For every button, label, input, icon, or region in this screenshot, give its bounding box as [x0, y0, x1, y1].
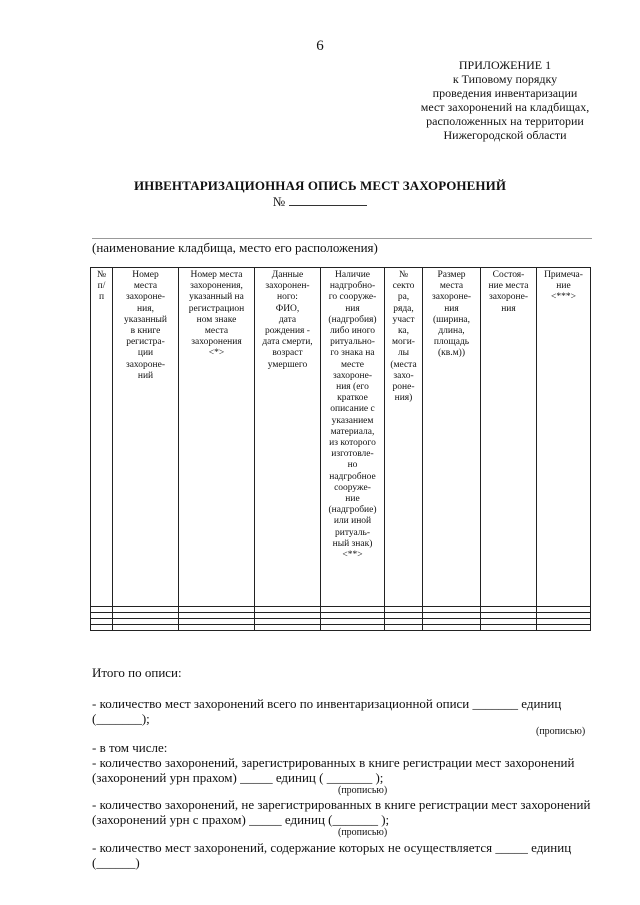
header-book-number: Номер места захороне- ния, указанный в книге регистра- ции захороне- ний — [123, 270, 168, 381]
document-number — [0, 193, 640, 210]
appendix-block — [400, 58, 610, 142]
totals-line: - количество мест захоронений, содержание которых не осуществляется _____ единиц — [92, 840, 572, 855]
page-number: 6 — [316, 38, 324, 54]
appendix-line: Нижегородской области — [443, 128, 567, 142]
totals-line: - количество мест захоронений всего по инвентаризационной описи _______ единиц — [92, 696, 562, 711]
header-cell — [385, 268, 423, 607]
header-size: Размер места захороне- ния (ширина, длина, площадь (кв.м)) — [431, 270, 472, 359]
header-sign-number: Номер места захоронения, указанный на регистрацион ном знаке места захоронения <*> — [188, 270, 245, 359]
totals-including: - в том числе: — [92, 740, 168, 755]
totals-line: (_______); — [92, 711, 150, 726]
appendix-line: расположенных на территории — [426, 114, 584, 128]
header-condition: Состоя- ние места захороне- ния — [488, 270, 529, 314]
header-cell — [321, 268, 385, 607]
header-cell — [113, 268, 179, 607]
header-deceased-data: Данные захоронен- ного: ФИО, дата рождения - дата смерти, возраст умершего — [262, 270, 313, 370]
header-sector: № секто ра, ряда, участ ка, моги- лы (места захо- роне- ния) — [390, 270, 417, 404]
propisyu-caption: (прописью) — [536, 726, 586, 737]
cemetery-name-line — [92, 238, 592, 239]
table-header-row — [91, 268, 591, 607]
totals-line: - количество захоронений, зарегистрированных в книге регистрации мест захоронений — [92, 755, 575, 770]
header-note: Примеча- ние <***> — [544, 270, 583, 303]
header-cell — [481, 268, 537, 607]
inventory-table — [90, 267, 591, 631]
table-row — [91, 625, 591, 631]
appendix-line: мест захоронений на кладбищах, — [420, 100, 590, 114]
header-cell — [537, 268, 591, 607]
appendix-line: ПРИЛОЖЕНИЕ 1 — [458, 58, 552, 72]
propisyu-caption: (прописью) — [338, 785, 388, 796]
totals-line: (______) — [92, 855, 140, 870]
appendix-line: к Типовому порядку — [452, 72, 558, 86]
header-cell — [423, 268, 481, 607]
header-cell — [179, 268, 255, 607]
header-number: № п/ п — [96, 270, 107, 303]
header-monument: Наличие надгробно- го сооруже- ния (надгробия) либо иного ритуально- го знака на месте захороне- ния (его краткое описание с указанием материала, из которого изготовле- но надгробное сооруже- ние (надгробие) или иной ритуаль- ный знак) <**> — [328, 270, 377, 561]
totals-line: - количество захоронений, не зарегистрированных в книге регистрации мест захоронений — [92, 797, 591, 812]
totals-line: (захоронений урн с прахом) _____ единиц (_______ ); — [92, 812, 390, 827]
totals-heading: Итого по описи: — [92, 665, 182, 680]
propisyu-caption: (прописью) — [338, 827, 388, 838]
number-blank — [289, 193, 367, 206]
totals-line: (захоронений урн прахом) _____ единиц ( _______ ); — [92, 770, 384, 785]
document-title: ИНВЕНТАРИЗАЦИОННАЯ ОПИСЬ МЕСТ ЗАХОРОНЕНИЙ — [133, 178, 507, 193]
header-cell — [255, 268, 321, 607]
cemetery-caption: (наименование кладбища, место его расположения) — [92, 240, 378, 255]
header-cell — [91, 268, 113, 607]
number-label: № — [272, 194, 286, 209]
appendix-line: проведения инвентаризации — [432, 86, 578, 100]
